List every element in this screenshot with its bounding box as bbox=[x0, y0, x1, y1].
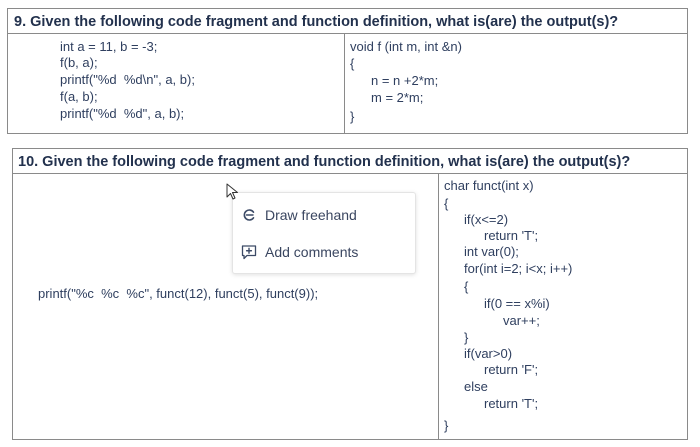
q10-func-line: { bbox=[464, 279, 469, 294]
q10-func-line: return 'T'; bbox=[484, 396, 539, 411]
q9-code-line: int a = 11, b = -3; bbox=[60, 39, 158, 54]
q9-func-line: { bbox=[350, 56, 355, 71]
pen-curve-icon bbox=[241, 207, 257, 223]
q9-code-line: printf("%d %d", a, b); bbox=[60, 106, 185, 121]
q10-func-line: } bbox=[464, 330, 469, 345]
q10-func-line: for(int i=2; i<x; i++) bbox=[464, 261, 573, 276]
q10-func-line: if(x<=2) bbox=[464, 212, 509, 227]
add-comments-button[interactable] bbox=[241, 240, 409, 264]
q10-title-divider bbox=[12, 173, 688, 174]
q9-title-divider bbox=[7, 33, 688, 34]
q10-title: 10. Given the following code fragment and function definition, what is(are) the output(s)? bbox=[18, 154, 631, 170]
q10-main-code: printf("%c %c %c", funct(12), funct(5), funct(9)); bbox=[38, 286, 319, 301]
q10-func-line: } bbox=[444, 418, 449, 433]
q10-func-line: { bbox=[444, 196, 449, 211]
q10-func-line: if(var>0) bbox=[464, 346, 513, 361]
add-comments-label: Add comments bbox=[265, 244, 359, 260]
q9-func-line: m = 2*m; bbox=[371, 90, 424, 105]
q10-func-line: int var(0); bbox=[464, 244, 519, 259]
q9-title: 9. Given the following code fragment and function definition, what is(are) the output(s)? bbox=[14, 14, 619, 30]
q9-func-line: void f (int m, int &n) bbox=[350, 39, 462, 54]
q9-code-line: f(b, a); bbox=[60, 55, 98, 70]
comment-plus-icon bbox=[241, 244, 257, 260]
q10-func-line: return 'T'; bbox=[484, 228, 539, 243]
q9-code-line: f(a, b); bbox=[60, 89, 98, 104]
draw-freehand-label: Draw freehand bbox=[265, 207, 357, 223]
q10-func-line: else bbox=[464, 379, 488, 394]
q10-func-line: return 'F'; bbox=[484, 362, 539, 377]
q10-func-line: var++; bbox=[503, 313, 540, 328]
q10-func-line: if(0 == x%i) bbox=[484, 296, 550, 311]
annotation-popup-menu bbox=[232, 192, 416, 274]
q9-func-line: } bbox=[350, 109, 355, 124]
mouse-cursor-icon bbox=[226, 183, 242, 201]
q9-func-line: n = n +2*m; bbox=[371, 73, 439, 88]
q10-column-divider bbox=[438, 173, 439, 440]
q9-column-divider bbox=[344, 33, 345, 134]
q10-func-line: char funct(int x) bbox=[444, 178, 534, 193]
draw-freehand-button[interactable] bbox=[241, 203, 409, 227]
q9-code-line: printf("%d %d\n", a, b); bbox=[60, 72, 195, 87]
